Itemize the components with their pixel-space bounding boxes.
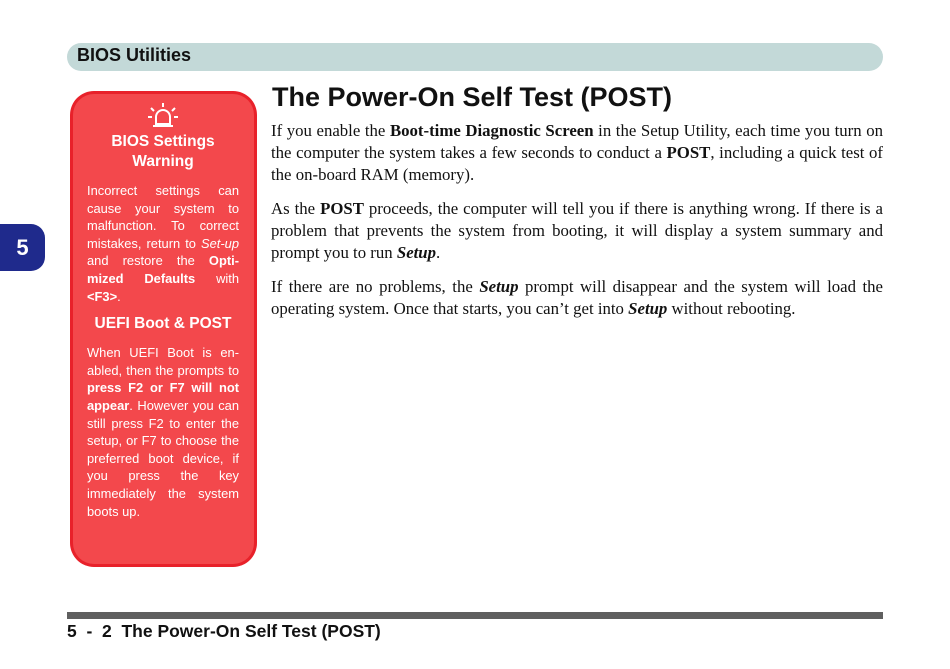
uefi-boot-post-heading: UEFI Boot & POST bbox=[94, 315, 232, 333]
footer-rule bbox=[67, 612, 883, 619]
warning-light-icon bbox=[147, 102, 179, 130]
chapter-tab bbox=[0, 224, 45, 271]
warning-sidebar-content bbox=[73, 94, 254, 564]
page-title: The Power-On Self Test (POST) bbox=[272, 82, 673, 112]
warning-sidebar bbox=[70, 91, 257, 567]
body-text bbox=[271, 120, 883, 332]
chapter-number: 5 bbox=[16, 235, 29, 260]
paragraph-1: If you enable the Boot-time Diagnostic Screen in the Setup Utility, each time you turn on the computer the system takes a few seconds to conduct a POST, including a quick test of the on-board RAM (memory). bbox=[271, 121, 883, 184]
header-bar bbox=[67, 43, 883, 71]
bios-settings-warning-heading: BIOS Settings Warning bbox=[111, 133, 215, 170]
paragraph-2: As the POST proceeds, the computer will tell you if there is anything wrong. If there is a problem that prevents the system from booting, it will display a system summary and prompt you to run Setup. bbox=[271, 199, 883, 262]
header-title: BIOS Utilities bbox=[77, 45, 192, 65]
uefi-boot-post-text: When UEFI Boot is en-abled, then the prompts to press F2 or F7 will not appear. However you can still press F2 to enter the setup, or F7 to choose the preferred boot device, if you press the key immediately the system boots up. bbox=[87, 345, 239, 519]
bios-settings-warning-text: Incorrect settings can cause your system to malfunction. To correct mistakes, return to Set-up and restore the Opti-mized Defaults with <F3>. bbox=[87, 183, 239, 304]
footer-page-label: 5 - 2 The Power-On Self Test (POST) bbox=[67, 621, 381, 641]
paragraph-3: If there are no problems, the Setup prompt will disappear and the system will load the operating system. Once that starts, you can’t get into Setup without rebooting. bbox=[271, 277, 884, 318]
